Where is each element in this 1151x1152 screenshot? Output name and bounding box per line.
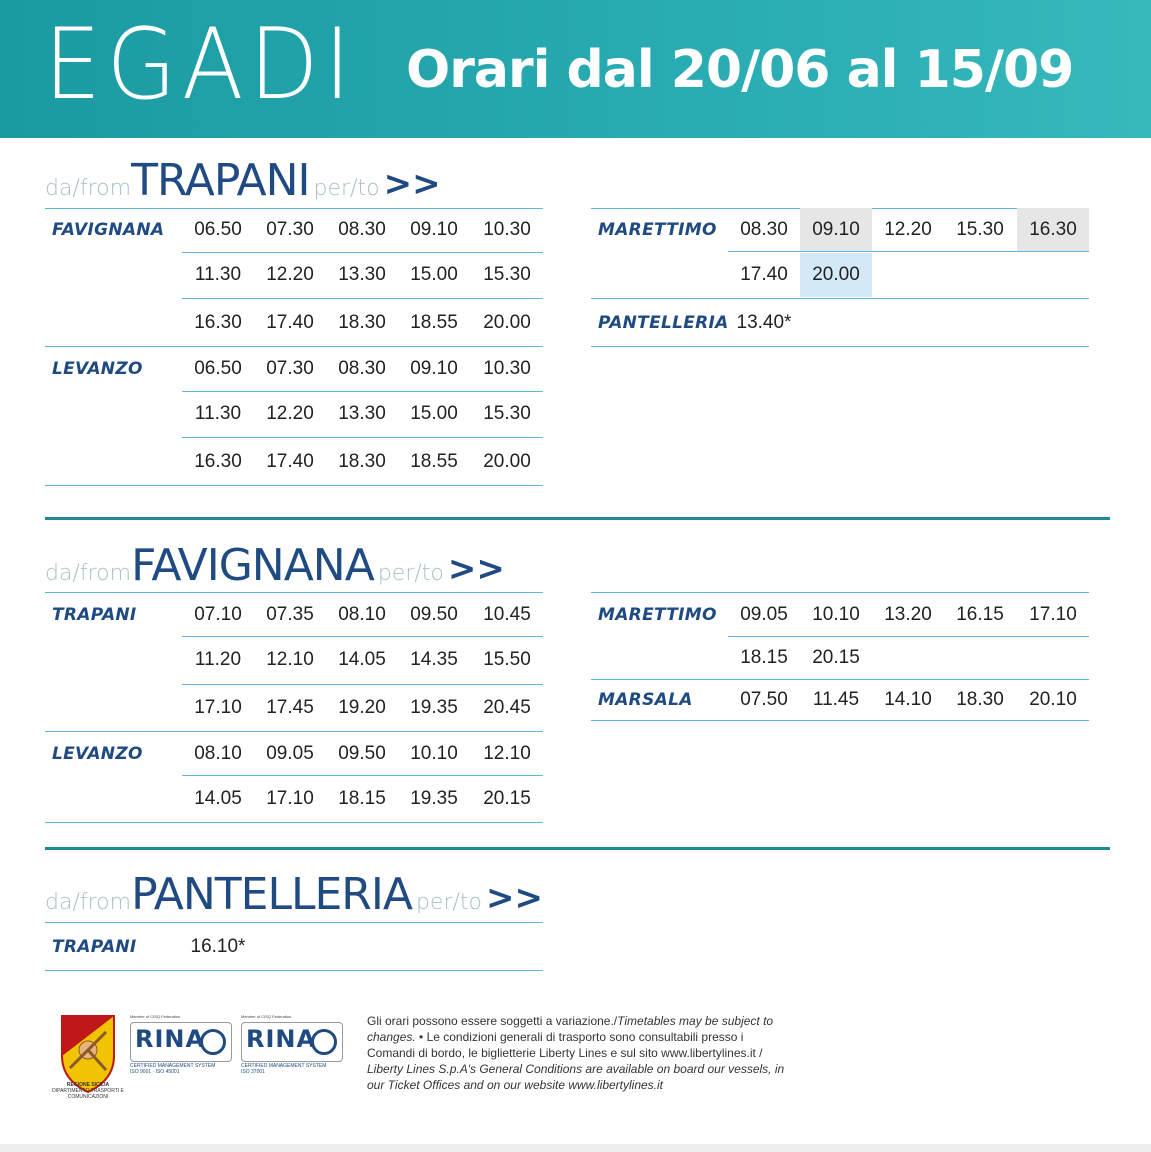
time-cell: 08.30	[338, 219, 386, 240]
time-cell: 20.45	[483, 697, 531, 718]
rina-cert-text	[130, 1063, 215, 1075]
origin-name: PANTELLERIA	[131, 869, 412, 920]
time-cell: 14.05	[194, 788, 242, 809]
time-cell: 08.30	[338, 358, 386, 379]
time-cell-highlighted: 20.00	[800, 253, 872, 297]
rina-box	[130, 1022, 232, 1062]
to-label: per/to	[313, 176, 380, 201]
regione-department: DIPARTIMENTO TRASPORTI E COMUNICAZIONI	[52, 1088, 124, 1100]
time-cell: 10.30	[483, 358, 531, 379]
dest-trapani: TRAPANI	[52, 605, 137, 625]
time-cell: 16.30	[194, 312, 242, 333]
rina-member-text: Member of CISQ Federation	[130, 1014, 181, 1019]
rina-logo-text: RINA	[246, 1025, 317, 1053]
rina-iso-label: ISO 9001 · ISO 45001	[130, 1069, 180, 1075]
time-cell: 15.00	[410, 264, 458, 285]
footer-disclaimer	[367, 1013, 787, 1093]
table-line	[591, 720, 1089, 721]
dest-pantelleria: PANTELLERIA	[598, 313, 729, 333]
time-cell: 16.30	[194, 451, 242, 472]
time-cell: 12.20	[884, 219, 932, 240]
time-cell: 17.10	[1029, 604, 1077, 625]
time-cell: 12.10	[483, 743, 531, 764]
bottom-strip	[0, 1144, 1151, 1152]
time-cell: 06.50	[194, 358, 242, 379]
time-cell: 15.00	[410, 403, 458, 424]
time-cell: 20.00	[483, 451, 531, 472]
time-cell: 19.35	[410, 697, 458, 718]
time-cell: 18.15	[338, 788, 386, 809]
header-banner	[0, 0, 1151, 138]
rina-iso-label: ISO 37001	[241, 1069, 265, 1075]
time-cell: 12.10	[266, 649, 314, 670]
time-cell: 15.30	[956, 219, 1004, 240]
time-cell: 12.20	[266, 264, 314, 285]
disclaimer-en-1: Timetables may be subject to changes.	[367, 1014, 774, 1044]
time-cell: 12.20	[266, 403, 314, 424]
rina-member-text: Member of CISQ Federation	[241, 1014, 292, 1019]
table-line	[182, 298, 543, 299]
rina-cert-text	[241, 1063, 326, 1075]
table-line	[728, 251, 1089, 252]
origin-name: FAVIGNANA	[131, 540, 374, 591]
regione-label	[36, 1082, 140, 1100]
section-title-pantelleria	[45, 869, 543, 920]
dest-marettimo: MARETTIMO	[598, 605, 717, 625]
rina-cert-label: CERTIFIED MANAGEMENT SYSTEM	[241, 1063, 327, 1069]
iqnet-icon	[200, 1029, 226, 1055]
time-cell: 07.30	[266, 219, 314, 240]
time-cell: 18.15	[740, 647, 788, 668]
time-cell: 18.30	[338, 312, 386, 333]
time-cell: 09.10	[410, 358, 458, 379]
time-cell: 10.30	[483, 219, 531, 240]
time-cell: 08.30	[740, 219, 788, 240]
time-cell: 18.30	[338, 451, 386, 472]
time-cell: 19.35	[410, 788, 458, 809]
time-cell: 11.30	[194, 403, 242, 424]
time-cell: 18.55	[410, 451, 458, 472]
time-cell: 17.10	[266, 788, 314, 809]
dest-marsala: MARSALA	[598, 690, 693, 710]
from-label: da/from	[45, 176, 132, 201]
time-cell: 20.15	[812, 647, 860, 668]
table-line	[591, 298, 1089, 299]
time-cell: 11.45	[812, 689, 860, 710]
time-cell: 08.10	[194, 743, 242, 764]
from-label: da/from	[45, 561, 132, 586]
time-cell: 06.50	[194, 219, 242, 240]
time-cell: 09.50	[338, 743, 386, 764]
table-line	[45, 922, 543, 923]
table-line	[182, 684, 543, 685]
time-cell: 10.10	[410, 743, 458, 764]
rina-badge-anticorruption	[241, 1014, 343, 1076]
brand-title: EGADI	[44, 8, 357, 122]
time-cell: 07.50	[740, 689, 788, 710]
time-cell: 14.35	[410, 649, 458, 670]
time-cell: 17.40	[740, 264, 788, 285]
time-cell: 15.50	[483, 649, 531, 670]
time-cell: 09.50	[410, 604, 458, 625]
dest-levanzo: LEVANZO	[52, 744, 143, 764]
table-line	[45, 485, 543, 486]
time-cell: 20.10	[1029, 689, 1077, 710]
time-cell: 20.15	[483, 788, 531, 809]
table-line	[182, 636, 543, 637]
section-divider	[45, 517, 1110, 520]
section-divider	[45, 847, 1110, 850]
from-label: da/from	[45, 890, 132, 915]
time-cell: 07.10	[194, 604, 242, 625]
dest-levanzo: LEVANZO	[52, 359, 143, 379]
time-cell: 11.30	[194, 264, 242, 285]
time-cell: 13.40*	[736, 312, 792, 333]
time-cell: 18.55	[410, 312, 458, 333]
disclaimer-en-2: Liberty Lines S.p.A's General Conditions are available on board our vessels, in our Ticket Offices and on our website www.libertylines.it	[367, 1062, 785, 1092]
table-line	[182, 775, 543, 776]
time-cell-highlighted: 09.10	[800, 208, 872, 252]
to-label: per/to	[415, 890, 482, 915]
time-cell: 17.45	[266, 697, 314, 718]
time-cell: 13.30	[338, 264, 386, 285]
time-cell: 13.30	[338, 403, 386, 424]
iqnet-icon	[311, 1029, 337, 1055]
time-cell: 11.20	[194, 649, 242, 670]
time-cell: 18.30	[956, 689, 1004, 710]
disclaimer-it-2: • Le condizioni generali di trasporto sono consultabili presso i Comandi di bordo, le biglietterie Liberty Lines e sul sito www.libertylines.it /	[367, 1030, 763, 1060]
time-cell: 10.10	[812, 604, 860, 625]
arrows-icon: >>	[383, 164, 441, 204]
schedule-period: Orari dal 20/06 al 15/09	[406, 40, 1074, 100]
time-cell: 09.10	[410, 219, 458, 240]
regione-name: REGIONE SICILIA	[66, 1082, 110, 1088]
time-cell-highlighted: 16.30	[1017, 208, 1089, 252]
time-cell: 16.10*	[190, 936, 246, 957]
rina-badge-quality	[130, 1014, 232, 1076]
time-cell: 19.20	[338, 697, 386, 718]
section-title-trapani	[45, 155, 441, 206]
time-cell: 14.10	[884, 689, 932, 710]
arrows-icon: >>	[486, 878, 543, 918]
time-cell: 15.30	[483, 403, 531, 424]
time-cell: 10.45	[483, 604, 531, 625]
time-cell: 09.05	[740, 604, 788, 625]
origin-name: TRAPANI	[131, 155, 310, 206]
disclaimer-it-1: Gli orari possono essere soggetti a variazione./	[367, 1014, 618, 1028]
table-line	[182, 437, 543, 438]
dest-marettimo: MARETTIMO	[598, 220, 717, 240]
time-cell: 17.40	[266, 312, 314, 333]
rina-cert-label: CERTIFIED MANAGEMENT SYSTEM	[130, 1063, 216, 1069]
rina-box	[241, 1022, 343, 1062]
time-cell: 13.20	[884, 604, 932, 625]
rina-logo-text: RINA	[135, 1025, 206, 1053]
time-cell: 07.30	[266, 358, 314, 379]
time-cell: 20.00	[483, 312, 531, 333]
table-line	[591, 346, 1089, 347]
dest-trapani: TRAPANI	[52, 937, 137, 957]
time-cell: 17.40	[266, 451, 314, 472]
table-line	[45, 822, 543, 823]
to-label: per/to	[377, 561, 444, 586]
section-title-favignana	[45, 540, 505, 591]
time-cell: 17.10	[194, 697, 242, 718]
time-cell: 07.35	[266, 604, 314, 625]
time-cell: 14.05	[338, 649, 386, 670]
arrows-icon: >>	[447, 549, 505, 589]
time-cell: 09.05	[266, 743, 314, 764]
dest-favignana: FAVIGNANA	[52, 220, 165, 240]
time-cell: 16.15	[956, 604, 1004, 625]
time-cell: 15.30	[483, 264, 531, 285]
table-line	[45, 970, 543, 971]
time-cell: 08.10	[338, 604, 386, 625]
